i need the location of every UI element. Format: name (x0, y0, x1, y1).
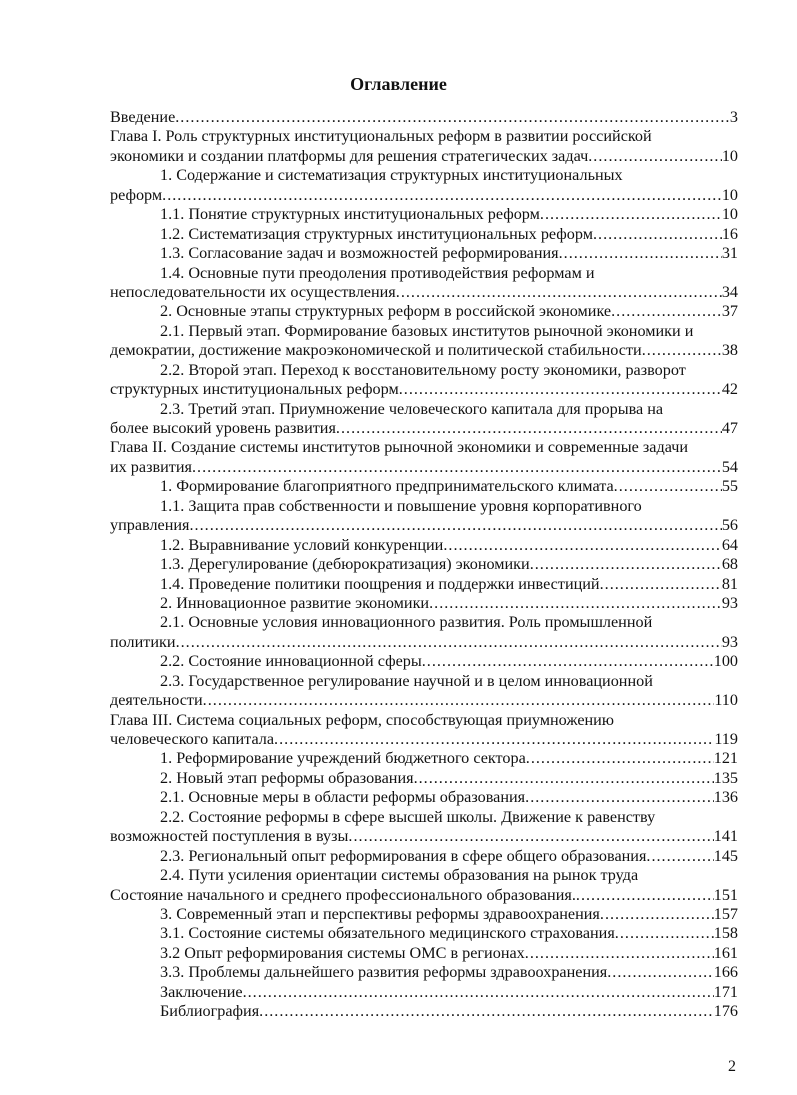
toc-page-number: 10 (721, 185, 738, 204)
toc-entry[interactable] (110, 749, 738, 768)
dot-leader (559, 244, 722, 263)
page-number: 2 (728, 1058, 736, 1075)
toc-entry-text: 2.1. Первый этап. Формирование базовых институтов рыночной экономики и (160, 321, 694, 340)
toc-entry-text: Библиография (160, 1002, 260, 1021)
dot-leader (576, 886, 714, 905)
toc-page-number: 119 (714, 730, 738, 748)
toc-entry-line (110, 594, 738, 613)
toc-entry-line (110, 458, 738, 477)
toc-entry[interactable] (110, 302, 738, 321)
toc-entry-text: 1.4. Проведение политики поощрения и поддержки инвестиций (160, 574, 600, 593)
toc-entry-line (110, 536, 738, 555)
toc-entry-text: возможностей поступления в вузы (110, 827, 349, 846)
dot-leader (525, 788, 714, 807)
toc-entry-line (110, 225, 738, 244)
toc-entry[interactable] (110, 905, 738, 924)
toc-entry-line (110, 1002, 738, 1021)
toc-entry-line (110, 788, 738, 807)
table-of-contents (110, 108, 738, 1022)
toc-entry-text: Глава I. Роль структурных институциональных реформ в развитии российской (110, 127, 652, 146)
toc-entry-line (110, 264, 738, 283)
toc-entry-line (110, 283, 738, 302)
toc-entry-line (110, 749, 738, 768)
toc-entry-line (110, 905, 738, 924)
toc-entry-text: 2. Основные этапы структурных реформ в российской экономике (160, 302, 612, 321)
toc-entry-text: политики (110, 632, 176, 651)
dot-leader (414, 769, 714, 788)
toc-entry-line (110, 613, 738, 632)
toc-entry-line (110, 555, 738, 574)
toc-entry-text: деятельности (110, 691, 203, 710)
dot-leader (203, 691, 715, 710)
toc-entry[interactable] (110, 536, 738, 555)
toc-entry[interactable] (110, 127, 738, 166)
dot-leader (588, 147, 722, 166)
dot-leader (646, 847, 713, 866)
toc-entry-text: 3. Современный этап и перспективы реформы здравоохранения (160, 904, 600, 923)
dot-leader (607, 963, 713, 982)
toc-title: Оглавление (350, 74, 447, 94)
toc-entry[interactable] (110, 108, 738, 127)
toc-entry[interactable] (110, 361, 738, 400)
toc-page-number: 171 (713, 982, 738, 1001)
toc-entry-text: экономики и создании платформы для решения стратегических задач (110, 146, 589, 165)
toc-page-number: 55 (721, 477, 738, 496)
toc-page-number: 56 (721, 516, 738, 535)
toc-page-number: 161 (713, 943, 738, 962)
toc-page-number: 3 (729, 108, 738, 126)
toc-entry-line (110, 166, 738, 185)
dot-leader (243, 983, 714, 1002)
toc-entry[interactable] (110, 711, 738, 750)
toc-entry-text: демократии, достижение макроэкономической и политической стабильности (110, 341, 642, 360)
toc-entry-line (110, 847, 738, 866)
toc-entry-line (110, 400, 738, 419)
toc-entry-text: 1.1. Защита прав собственности и повышение уровня корпоративного (160, 496, 642, 515)
dot-leader (642, 341, 722, 360)
dot-leader (175, 108, 730, 127)
dot-leader (611, 302, 722, 321)
dot-leader (593, 225, 722, 244)
toc-entry-line (110, 322, 738, 341)
toc-entry[interactable] (110, 438, 738, 477)
toc-entry-text: Состояние начального и среднего профессионального образования. (110, 885, 576, 904)
toc-entry-text: 2.2. Состояние инновационной сферы (160, 652, 422, 671)
dot-leader (540, 205, 722, 224)
toc-entry-line (110, 963, 738, 982)
toc-entry[interactable] (110, 400, 738, 439)
toc-entry-text: 2.1. Основные условия инновационного развития. Роль промышленной (160, 613, 653, 632)
toc-entry-text: управления (110, 516, 190, 535)
toc-entry[interactable] (110, 613, 738, 652)
toc-entry-line (110, 419, 738, 438)
toc-page-number: 93 (721, 593, 738, 612)
toc-entry-text: 2.3. Государственное регулирование научной и в целом инновационной (160, 671, 653, 690)
dot-leader (399, 380, 722, 399)
dot-leader (600, 905, 714, 924)
toc-page-number: 100 (713, 652, 738, 671)
toc-entry-text: 2. Инновационное развитие экономики (160, 593, 430, 612)
dot-leader (162, 186, 722, 205)
toc-entry[interactable] (110, 497, 738, 536)
toc-entry[interactable] (110, 924, 738, 943)
toc-entry-text: 2.1. Основные меры в области реформы образования (160, 788, 526, 807)
toc-entry[interactable] (110, 808, 738, 847)
toc-entry-line (110, 302, 738, 321)
toc-page-number: 145 (713, 846, 738, 865)
toc-page-number: 157 (713, 904, 738, 923)
toc-entry-line (110, 652, 738, 671)
toc-entry[interactable] (110, 594, 738, 613)
toc-entry-text: реформ (110, 185, 163, 204)
dot-leader (429, 594, 722, 613)
toc-entry[interactable] (110, 244, 738, 263)
toc-page-number: 38 (721, 341, 738, 360)
toc-entry[interactable] (110, 769, 738, 788)
toc-entry[interactable] (110, 652, 738, 671)
toc-page-number: 34 (721, 282, 738, 301)
toc-entry-line (110, 866, 738, 885)
toc-entry-text: 2.2. Второй этап. Переход к восстановительному росту экономики, разворот (160, 360, 686, 379)
toc-entry-text: 1.1. Понятие структурных институциональных реформ (160, 205, 540, 224)
toc-entry-text: Введение (110, 108, 176, 126)
toc-page-number: 42 (721, 380, 738, 399)
toc-entry-text: человеческого капитала (110, 730, 275, 748)
toc-entry[interactable] (110, 322, 738, 361)
toc-entry-line (110, 886, 738, 905)
toc-entry-line (110, 944, 738, 963)
dot-leader (348, 827, 713, 846)
toc-entry[interactable] (110, 225, 738, 244)
toc-entry-line (110, 244, 738, 263)
dot-leader (176, 633, 722, 652)
toc-entry-line (110, 575, 738, 594)
toc-entry-text: непоследовательности их осуществления (110, 282, 396, 301)
dot-leader (614, 477, 722, 496)
toc-entry-text: 1. Реформирование учреждений бюджетного сектора (160, 749, 526, 768)
toc-entry-line (110, 341, 738, 360)
toc-entry-text: 1.2. Систематизация структурных институциональных реформ (160, 224, 593, 243)
dot-leader (274, 730, 714, 749)
toc-entry-text: 1.2. Выравнивание условий конкуренции (160, 535, 444, 554)
toc-entry-text: 1.3. Согласование задач и возможностей реформирования (160, 244, 559, 263)
dot-leader (396, 283, 722, 302)
dot-leader (526, 749, 714, 768)
toc-entry-text: 2. Новый этап реформы образования (160, 768, 414, 787)
toc-entry-line (110, 127, 738, 146)
toc-entry-line (110, 361, 738, 380)
toc-entry-text: Глава III. Система социальных реформ, способствующая приумножению (110, 710, 614, 729)
dot-leader (530, 555, 722, 574)
toc-entry-line (110, 147, 738, 166)
toc-entry[interactable] (110, 166, 738, 205)
dot-leader (600, 575, 722, 594)
toc-entry-line (110, 924, 738, 943)
toc-entry[interactable] (110, 866, 738, 905)
dot-leader (443, 536, 721, 555)
toc-entry[interactable] (110, 555, 738, 574)
toc-entry-line (110, 827, 738, 846)
toc-entry[interactable] (110, 788, 738, 807)
toc-entry-text: 2.2. Состояние реформы в сфере высшей школы. Движение к равенству (160, 807, 656, 826)
toc-entry-text: структурных институциональных реформ (110, 380, 399, 399)
toc-page-number: 68 (721, 555, 738, 574)
toc-entry[interactable] (110, 983, 738, 1002)
toc-entry-text: более высокий уровень развития (110, 419, 336, 437)
toc-entry-text: 2.3. Региональный опыт реформирования в сфере общего образования (160, 846, 647, 865)
toc-entry-text: Заключение (160, 982, 243, 1001)
toc-entry-line (110, 477, 738, 496)
toc-entry-line (110, 672, 738, 691)
toc-page-number: 16 (721, 224, 738, 243)
dot-leader (615, 924, 714, 943)
toc-entry-text: 2.3. Третий этап. Приумножение человеческого капитала для прорыва на (160, 399, 664, 418)
toc-entry-text: 3.3. Проблемы дальнейшего развития реформы здравоохранения (160, 963, 608, 982)
toc-entry-text: 3.1. Состояние системы обязательного медицинского страхования (160, 924, 615, 943)
toc-entry-line (110, 633, 738, 652)
toc-entry-line (110, 497, 738, 516)
toc-entry[interactable] (110, 264, 738, 303)
toc-entry[interactable] (110, 477, 738, 496)
toc-entry-line (110, 516, 738, 535)
dot-leader (192, 458, 722, 477)
toc-entry-line (110, 380, 738, 399)
toc-page-number: 176 (713, 1002, 738, 1021)
toc-entry[interactable] (110, 963, 738, 982)
toc-page-number: 54 (721, 457, 738, 476)
toc-page-number: 141 (713, 827, 738, 846)
toc-entry-text: 1.4. Основные пути преодоления противодействия реформам и (160, 263, 595, 282)
toc-page-number: 136 (713, 788, 738, 807)
toc-entry[interactable] (110, 575, 738, 594)
dot-leader (259, 1002, 714, 1021)
toc-entry-text: 1.3. Дерегулирование (дебюрократизация) экономики (160, 555, 530, 574)
toc-page-number: 158 (713, 924, 738, 943)
toc-entry-text: 1. Содержание и систематизация структурных институциональных (160, 166, 623, 185)
toc-entry-text: Глава II. Создание системы институтов рыночной экономики и современные задачи (110, 438, 689, 457)
toc-entry[interactable] (110, 847, 738, 866)
toc-entry-text: 2.4. Пути усиления ориентации системы образования на рынок труда (160, 866, 639, 885)
toc-page-number: 37 (721, 302, 738, 321)
toc-page-number: 93 (721, 632, 738, 651)
toc-entry-line (110, 769, 738, 788)
toc-page-number: 47 (721, 419, 738, 437)
toc-entry-line (110, 438, 738, 457)
toc-entry-text: их развития (110, 457, 192, 476)
dot-leader (422, 652, 714, 671)
toc-entry-line (110, 808, 738, 827)
toc-page-number: 151 (713, 885, 738, 904)
toc-entry-line (110, 711, 738, 730)
toc-entry-line (110, 691, 738, 710)
toc-entry-line (110, 730, 738, 749)
toc-entry-line (110, 108, 738, 127)
dot-leader (190, 516, 722, 535)
toc-entry-line (110, 186, 738, 205)
toc-page-number: 64 (721, 535, 738, 554)
toc-entry-text: 1. Формирование благоприятного предпринимательского климата (160, 477, 614, 496)
toc-entry-text: 3.2 Опыт реформирования системы ОМС в регионах (160, 943, 525, 962)
toc-page-number: 121 (713, 749, 738, 768)
toc-entry-line (110, 205, 738, 224)
toc-entry[interactable] (110, 1002, 738, 1021)
toc-entry[interactable] (110, 944, 738, 963)
toc-page-number: 81 (721, 574, 738, 593)
toc-entry-line (110, 983, 738, 1002)
toc-entry[interactable] (110, 205, 738, 224)
toc-page-number: 10 (721, 146, 738, 165)
toc-entry[interactable] (110, 672, 738, 711)
toc-page-number: 31 (721, 244, 738, 263)
dot-leader (336, 419, 722, 438)
dot-leader (525, 944, 714, 963)
toc-page-number: 135 (713, 768, 738, 787)
toc-page-number: 166 (713, 963, 738, 982)
toc-page-number: 110 (714, 691, 738, 710)
toc-page-number: 10 (721, 205, 738, 224)
